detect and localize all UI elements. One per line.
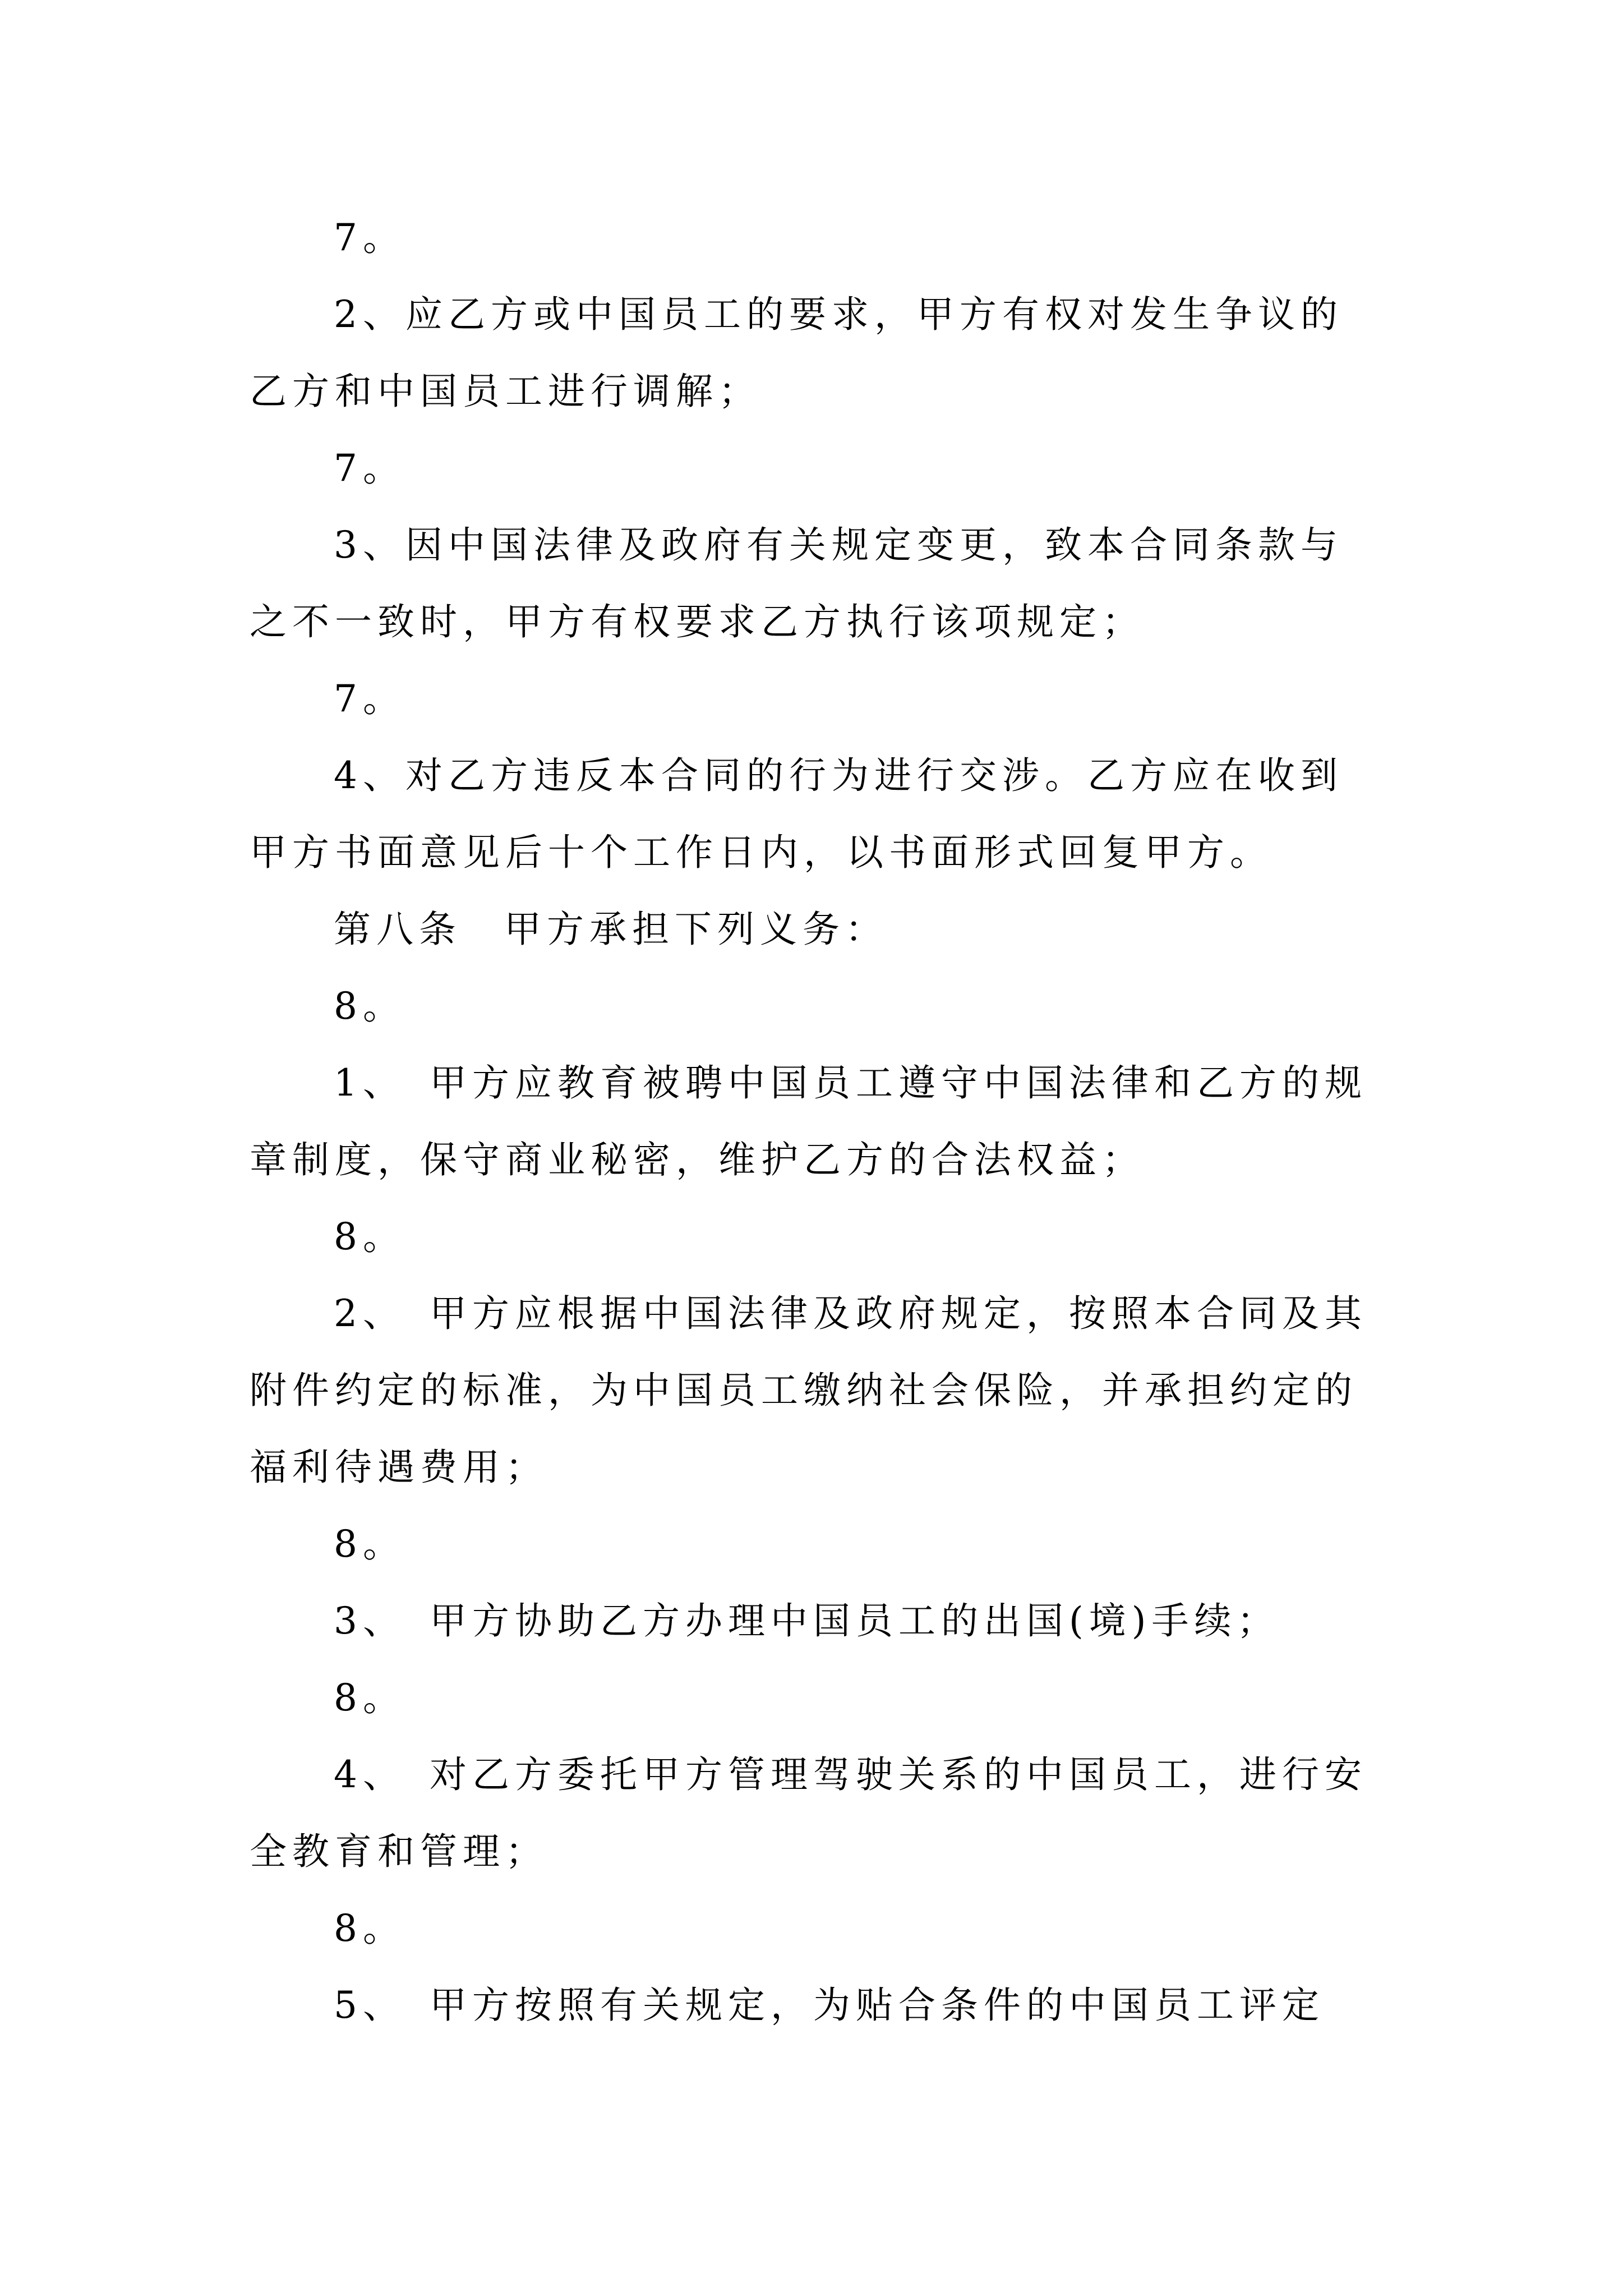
article-8-heading: 第八条 甲方承担下列义务： [334,908,888,951]
paragraph-8: 8。 [334,984,405,1028]
paragraph-17: 5、 甲方按照有关规定，为贴合条件的中国员工评定 [334,1984,1325,2027]
paragraph-10: 8。 [334,1215,405,1258]
paragraph-3: 7。 [334,447,405,490]
document-body [250,199,1382,2044]
paragraph-1: 7。 [334,216,405,259]
paragraph-15: 4、 对乙方委托甲方管理驾驶关系的中国员工，进行安全教育和管理； [250,1753,1367,1873]
paragraph-2: 2、应乙方或中国员工的要求，甲方有权对发生争议的乙方和中国员工进行调解； [250,293,1343,413]
paragraph-4: 3、因中国法律及政府有关规定变更，致本合同条款与之不一致时，甲方有权要求乙方执行该项规定； [250,523,1343,643]
paragraph-9: 1、 甲方应教育被聘中国员工遵守中国法律和乙方的规章制度，保守商业秘密，维护乙方的合法权益； [250,1061,1367,1181]
paragraph-16: 8。 [334,1907,405,1950]
paragraph-6: 4、对乙方违反本合同的行为进行交涉。乙方应在收到甲方书面意见后十个工作日内，以书面形式回复甲方。 [250,754,1343,874]
paragraph-11: 2、 甲方应根据中国法律及政府规定，按照本合同及其附件约定的标准，为中国员工缴纳社会保险，并承担约定的福利待遇费用； [250,1292,1367,1489]
paragraph-5: 7。 [334,677,405,720]
paragraph-12: 8。 [334,1522,405,1566]
paragraph-13: 3、 甲方协助乙方办理中国员工的出国(境)手续； [334,1599,1280,1642]
paragraph-14: 8。 [334,1676,405,1719]
